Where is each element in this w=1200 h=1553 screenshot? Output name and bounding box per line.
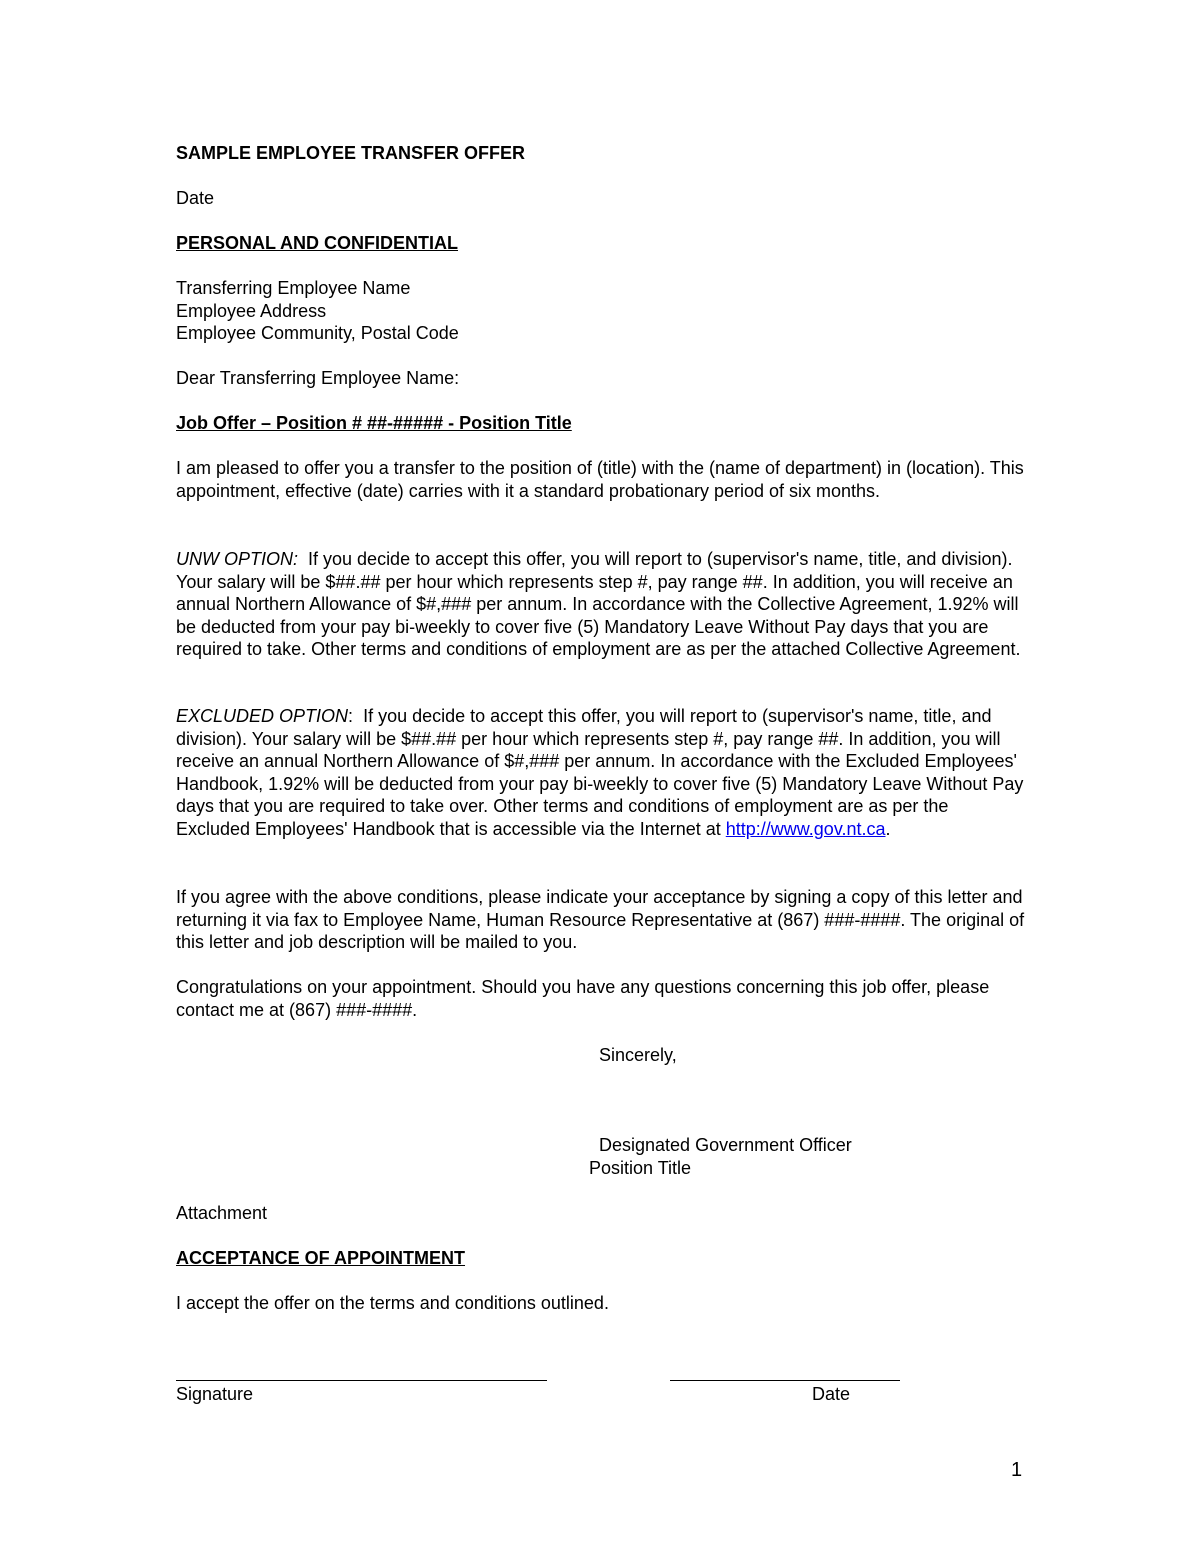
gov-website-link[interactable]: http://www.gov.nt.ca (725, 818, 886, 839)
signature-label: Signature (176, 1384, 254, 1404)
excluded-option-paragraph (176, 705, 1026, 841)
excluded-option-colon: : (348, 706, 354, 726)
date-line (670, 1380, 900, 1381)
attachment-label: Attachment (176, 1203, 268, 1223)
job-offer-heading: Job Offer – Position # ##-##### - Position Title (176, 413, 572, 433)
recipient-address (176, 277, 459, 345)
date-label: Date (176, 188, 215, 208)
acceptance-text: I accept the offer on the terms and conditions outlined. (176, 1293, 609, 1313)
congratulations-paragraph: Congratulations on your appointment. Should you have any questions concerning this job offer, please contact me at (867) ###-####. (176, 977, 990, 1020)
unw-option-label: UNW OPTION: (176, 549, 298, 569)
unw-option-text: If you decide to accept this offer, you will report to (supervisor's name, title, and division). Your salary will be $##.## per hour which represents step #, pay range ##. In addition, you will receive an annual Northern Allowance of $#,### per annum. In accordance with the Collective Agreement, 1.92% will be deducted from your pay bi-weekly to cover five (5) Mandatory Leave Without Pay days that you are required to take. Other terms and conditions of employment are as per the attached Collective Agreement. (176, 549, 1021, 660)
excluded-option-label: EXCLUDED OPTION (176, 706, 349, 726)
signer-name: Designated Government Officer (599, 1135, 852, 1155)
recipient-name: Transferring Employee Name (176, 278, 411, 298)
confidential-heading: PERSONAL AND CONFIDENTIAL (176, 233, 459, 253)
salutation: Dear Transferring Employee Name: (176, 368, 460, 388)
closing: Sincerely, (599, 1045, 677, 1065)
excluded-option-end: . (885, 818, 891, 839)
recipient-community: Employee Community, Postal Code (176, 323, 459, 344)
signature-line (176, 1380, 547, 1381)
agree-paragraph: If you agree with the above conditions, please indicate your acceptance by signing a copy of this letter and returning it via fax to Employee Name, Human Resource Representative at (867) ###-####. The original of this letter and job description will be mailed to you. (176, 887, 1025, 953)
recipient-street: Employee Address (176, 300, 327, 321)
excluded-option-text: If you decide to accept this offer, you will report to (supervisor's name, title, and division). Your salary will be $##.## per hour which represents step #, pay range ##. In addition, you will receive an annual Northern Allowance of $#,### per annum. In accordance with the Excluded Employees' Handbook, 1.92% will be deducted from your pay bi-weekly to cover five (5) Mandatory Leave Without Pay days that you are required to take over. Other terms and conditions of employment are as per the Excluded Employees' Handbook that is accessible via the Internet at (176, 706, 1024, 839)
intro-paragraph: I am pleased to offer you a transfer to the position of (title) with the (name of department) in (location). This appointment, effective (date) carries with it a standard probationary period of six months. (176, 458, 1024, 501)
document-title: SAMPLE EMPLOYEE TRANSFER OFFER (176, 143, 526, 163)
signer-title: Position Title (589, 1158, 692, 1178)
page-number: 1 (1011, 1459, 1023, 1481)
acceptance-heading: ACCEPTANCE OF APPOINTMENT (176, 1248, 466, 1268)
signature-date-label: Date (812, 1384, 851, 1404)
unw-option-paragraph (176, 548, 1026, 661)
